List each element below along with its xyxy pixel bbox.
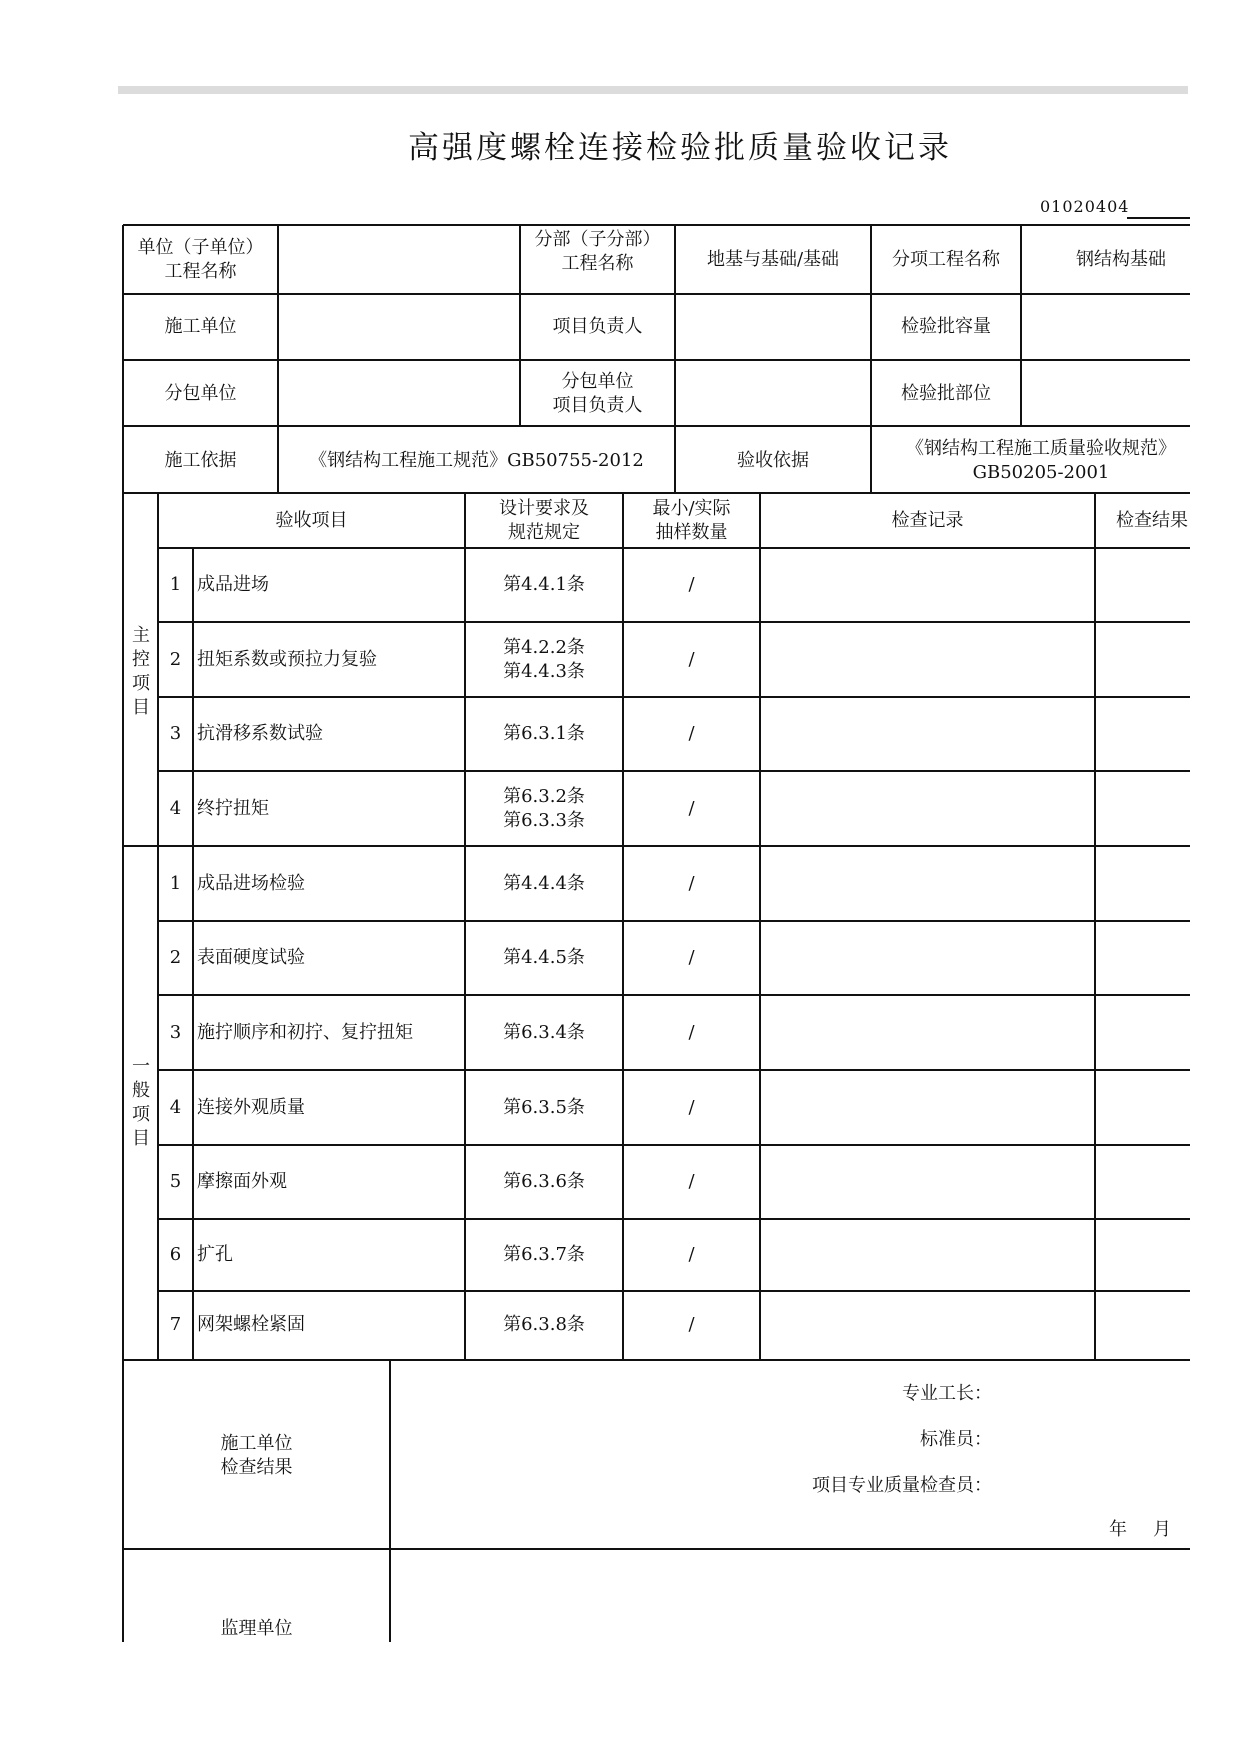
contractor-label: 施工单位 <box>164 316 237 337</box>
foreman-label: 专业工长： <box>902 1383 992 1404</box>
general-row-6-no: 6 <box>169 1244 182 1265</box>
general-items-label <box>129 1055 153 1151</box>
construction-basis-label: 施工依据 <box>164 450 237 471</box>
general-row-6-name: 扩孔 <box>197 1244 233 1265</box>
general-row-4-sample: / <box>688 1097 695 1118</box>
project-manager-label: 项目负责人 <box>552 316 643 337</box>
main-row-4-spec <box>465 785 623 833</box>
general-row-2-sample: / <box>688 947 695 968</box>
main-control-char-2: 控 <box>132 649 150 670</box>
general-row-1-sample: / <box>688 873 695 894</box>
general-row-2-no: 2 <box>169 947 182 968</box>
form-code: 01020404 <box>1040 197 1130 216</box>
main-row-2-name: 扭矩系数或预拉力复验 <box>197 649 377 670</box>
date-year-label: 年 <box>1109 1519 1127 1540</box>
acceptance-basis-label: 验收依据 <box>737 450 809 471</box>
general-row-3-no: 3 <box>169 1022 182 1043</box>
general-row-2-name: 表面硬度试验 <box>197 947 305 968</box>
main-row-4-name: 终拧扭矩 <box>197 798 269 819</box>
main-row-3-name: 抗滑移系数试验 <box>197 723 323 744</box>
main-row-1-sample: / <box>688 574 695 595</box>
general-row-4-name: 连接外观质量 <box>197 1097 305 1118</box>
unit-name-label-line2: 工程名称 <box>164 261 237 282</box>
branch-name-label-line1: 分部（子分部） <box>534 229 661 250</box>
acceptance-basis-value <box>871 437 1211 485</box>
sub-pm-label-line2: 项目负责人 <box>552 395 643 416</box>
main-row-1-no: 1 <box>169 574 182 595</box>
col-sample-header-line1: 最小/实际 <box>652 498 731 519</box>
contractor-result-label-line1: 施工单位 <box>220 1433 293 1454</box>
general-row-7-sample: / <box>688 1314 695 1335</box>
main-row-1-name: 成品进场 <box>197 574 269 595</box>
main-row-4-no: 4 <box>169 798 182 819</box>
item-name-value: 钢结构基础 <box>1076 249 1166 270</box>
acceptance-basis-value-line2: GB50205-2001 <box>972 462 1110 483</box>
general-row-1-spec: 第4.4.4条 <box>503 873 585 894</box>
main-row-2-spec <box>465 636 623 684</box>
general-row-4-no: 4 <box>169 1097 182 1118</box>
unit-name-label-line1: 单位（子单位） <box>137 237 264 258</box>
col-item-header: 验收项目 <box>275 510 348 531</box>
main-row-2-sample: / <box>688 649 695 670</box>
sub-pm-label <box>520 370 675 418</box>
col-design-header-line1: 设计要求及 <box>499 498 589 519</box>
general-row-3-sample: / <box>688 1022 695 1043</box>
general-row-3-name: 施拧顺序和初拧、复拧扭矩 <box>197 1022 413 1043</box>
general-row-1-name: 成品进场检验 <box>197 873 305 894</box>
standard-officer-label: 标准员： <box>920 1429 992 1450</box>
sub-pm-label-line1: 分包单位 <box>561 371 634 392</box>
col-design-header <box>465 497 623 545</box>
contractor-result-label-line2: 检查结果 <box>220 1457 293 1478</box>
contractor-result-label <box>123 1432 390 1480</box>
main-row-2-spec-line2: 第4.4.3条 <box>503 661 585 682</box>
general-row-4-spec: 第6.3.5条 <box>503 1097 585 1118</box>
general-row-5-name: 摩擦面外观 <box>197 1171 287 1192</box>
item-name-label: 分项工程名称 <box>892 249 1000 270</box>
main-control-char-3: 项 <box>132 673 150 694</box>
supervisor-label: 监理单位 <box>220 1618 293 1639</box>
general-row-3-spec: 第6.3.4条 <box>503 1022 585 1043</box>
col-record-header: 检查记录 <box>891 510 964 531</box>
branch-name-label-line2: 工程名称 <box>561 253 634 274</box>
main-control-char-1: 主 <box>132 625 150 646</box>
general-row-7-spec: 第6.3.8条 <box>503 1314 585 1335</box>
general-row-2-spec: 第4.4.5条 <box>503 947 585 968</box>
general-row-5-sample: / <box>688 1171 695 1192</box>
general-char-1: 一 <box>132 1056 150 1077</box>
main-row-4-spec-line1: 第6.3.2条 <box>503 786 585 807</box>
subcontractor-label: 分包单位 <box>164 383 237 404</box>
main-row-2-no: 2 <box>169 649 182 670</box>
qc-inspector-label: 项目专业质量检查员： <box>812 1475 992 1496</box>
general-row-7-name: 网架螺栓紧固 <box>197 1314 305 1335</box>
col-sample-header-line2: 抽样数量 <box>655 522 728 543</box>
general-char-3: 项 <box>132 1104 150 1125</box>
main-row-3-no: 3 <box>169 723 182 744</box>
unit-name-label <box>123 236 278 284</box>
main-row-4-spec-line2: 第6.3.3条 <box>503 810 585 831</box>
general-row-6-sample: / <box>688 1244 695 1265</box>
branch-name-value: 地基与基础/基础 <box>706 249 840 270</box>
general-char-4: 目 <box>132 1128 150 1149</box>
general-char-2: 般 <box>132 1080 150 1101</box>
general-row-5-spec: 第6.3.6条 <box>503 1171 585 1192</box>
main-row-3-sample: / <box>688 723 695 744</box>
batch-part-label: 检验批部位 <box>901 383 991 404</box>
main-row-4-sample: / <box>688 798 695 819</box>
col-result-header: 检查结果 <box>1116 510 1188 531</box>
main-row-1-spec: 第4.4.1条 <box>503 574 585 595</box>
main-row-3-spec: 第6.3.1条 <box>503 723 585 744</box>
col-design-header-line2: 规范规定 <box>508 522 580 543</box>
acceptance-basis-value-line1: 《钢结构工程施工质量验收规范》 <box>906 438 1176 459</box>
general-row-6-spec: 第6.3.7条 <box>503 1244 585 1265</box>
branch-name-label <box>520 228 675 276</box>
document-title: 高强度螺栓连接检验批质量验收记录 <box>408 130 952 166</box>
batch-capacity-label: 检验批容量 <box>901 316 991 337</box>
general-row-5-no: 5 <box>169 1171 182 1192</box>
date-month-label: 月 <box>1153 1519 1171 1540</box>
main-control-label <box>129 624 153 720</box>
main-row-2-spec-line1: 第4.2.2条 <box>503 637 585 658</box>
general-row-1-no: 1 <box>169 873 182 894</box>
general-row-7-no: 7 <box>169 1314 182 1335</box>
construction-basis-value: 《钢结构工程施工规范》GB50755-2012 <box>309 450 644 471</box>
col-sample-header <box>623 497 760 545</box>
main-control-char-4: 目 <box>132 697 150 718</box>
